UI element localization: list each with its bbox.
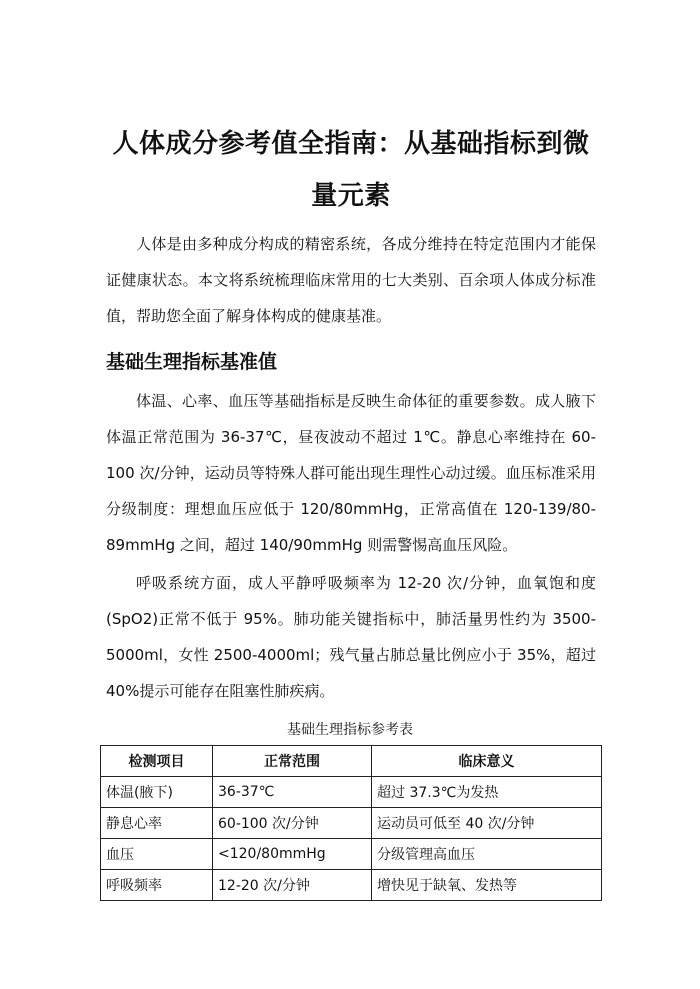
table-caption: 基础生理指标参考表 xyxy=(287,722,413,738)
table-cell: 12-20 次/分钟 xyxy=(213,870,372,901)
table-cell: 血压 xyxy=(101,839,213,870)
table-row xyxy=(101,777,602,808)
column-header-item: 检测项目 xyxy=(101,746,213,777)
table-cell: 静息心率 xyxy=(101,808,213,839)
table-row xyxy=(101,839,602,870)
table-header-row xyxy=(101,746,602,777)
reference-table xyxy=(100,745,602,901)
basic-paragraph-respiration: 呼吸系统方面，成人平静呼吸频率为 12-20 次/分钟，血氧饱和度(SpO2)正常不低于 95%。肺功能关键指标中，肺活量男性约为 3500-5000ml，女性 2500-4000ml；残气量占肺总量比例应小于 35%，超过 40%提示可能存在阻塞性肺疾病。 xyxy=(106,574,596,700)
table-cell: 分级管理高血压 xyxy=(372,839,602,870)
column-header-range: 正常范围 xyxy=(213,746,372,777)
table-cell: 体温(腋下) xyxy=(101,777,213,808)
table-cell: 运动员可低至 40 次/分钟 xyxy=(372,808,602,839)
table-cell: 超过 37.3℃为发热 xyxy=(372,777,602,808)
section-heading-basic: 基础生理指标基准值 xyxy=(106,351,278,373)
intro-paragraph: 人体是由多种成分构成的精密系统，各成分维持在特定范围内才能保证健康状态。本文将系统梳理临床常用的七大类别、百余项人体成分标准值，帮助您全面了解身体构成的健康基准。 xyxy=(106,235,596,325)
table-cell: 呼吸频率 xyxy=(101,870,213,901)
document-title: 人体成分参考值全指南：从基础指标到微量元素 xyxy=(112,129,590,211)
table-row xyxy=(101,808,602,839)
table-row xyxy=(101,870,602,901)
table-cell: 60-100 次/分钟 xyxy=(213,808,372,839)
column-header-significance: 临床意义 xyxy=(372,746,602,777)
table-cell: 36-37℃ xyxy=(213,777,372,808)
table-cell: 增快见于缺氧、发热等 xyxy=(372,870,602,901)
table-cell: <120/80mmHg xyxy=(213,839,372,870)
basic-paragraph-vitals: 体温、心率、血压等基础指标是反映生命体征的重要参数。成人腋下体温正常范围为 36-37℃，昼夜波动不超过 1℃。静息心率维持在 60-100 次/分钟，运动员等特殊人群可能出现生理性心动过缓。血压标准采用分级制度：理想血压应低于 120/80mmHg，正常高值在 120-139/80-89mmHg 之间，超过 140/90mmHg 则需警惕高血压风险。 xyxy=(106,392,596,554)
